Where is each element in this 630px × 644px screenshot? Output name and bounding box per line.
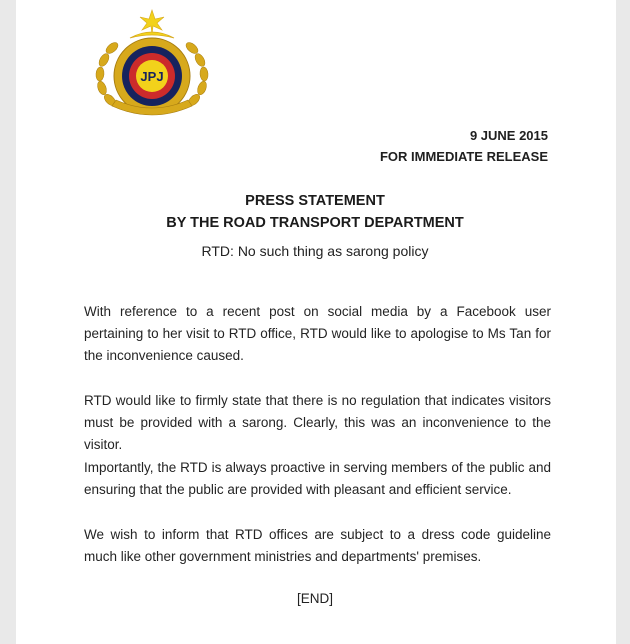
jpj-logo — [82, 8, 222, 120]
paragraph: Importantly, the RTD is always proactive in serving members of the public and ensuring that the public are provided with pleasant and efficient service. — [84, 460, 551, 497]
release-date: 9 JUNE 2015 — [469, 128, 548, 143]
statement-subtitle: RTD: No such thing as sarong policy — [201, 243, 429, 259]
heading-line-1: PRESS STATEMENT — [245, 193, 385, 209]
heading-line-2: BY THE ROAD TRANSPORT DEPARTMENT — [166, 215, 464, 231]
end-marker: [END] — [296, 591, 333, 606]
emblem-text: JPJ — [140, 69, 164, 84]
crescent-icon — [130, 32, 174, 38]
left-border — [0, 0, 16, 644]
star-icon — [140, 10, 164, 35]
press-statement-heading — [0, 190, 630, 234]
paragraph: We wish to inform that RTD offices are subject to a dress code guideline much like other government ministries and departments' premises. — [84, 527, 551, 564]
dateline — [380, 125, 548, 167]
paragraph: RTD would like to firmly state that there is no regulation that indicates visitors must be provided with a sarong. Clearly, this was an inconvenience to the visitor. — [84, 393, 551, 452]
release-notice: FOR IMMEDIATE RELEASE — [379, 149, 548, 164]
paragraph: With reference to a recent post on social media by a Facebook user pertaining to her visit to RTD office, RTD would like to apologise to Ms Tan for the inconvenience caused. — [84, 304, 551, 363]
right-border — [616, 0, 630, 644]
